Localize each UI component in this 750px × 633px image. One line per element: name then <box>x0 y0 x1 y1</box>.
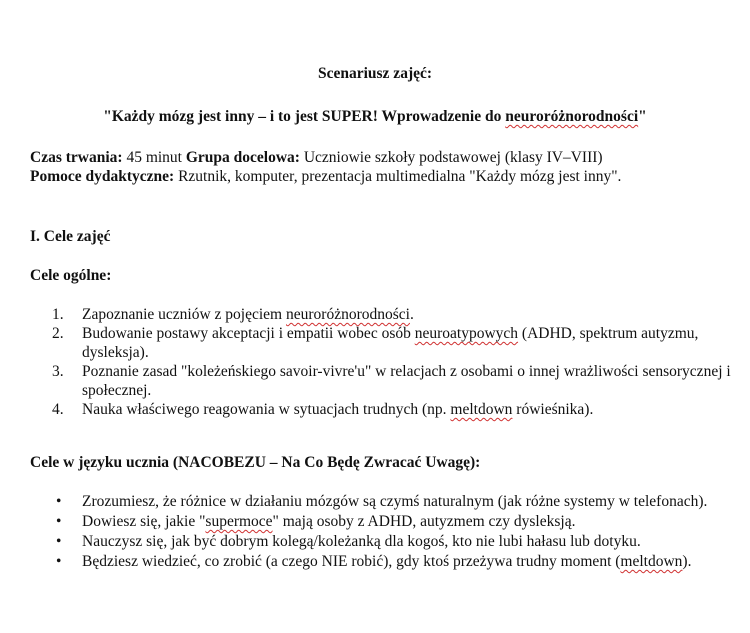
spellcheck-word: supermoce <box>205 513 273 530</box>
subtitle-spellcheck-word: neuroróżnorodności <box>505 108 639 125</box>
list-item-text: Zapoznanie uczniów z pojęciem <box>82 306 286 323</box>
subtitle-text-end: " <box>638 108 647 125</box>
group-label: Grupa docelowa: <box>185 149 300 166</box>
spellcheck-word: meltdown <box>620 553 683 570</box>
list-item <box>52 400 732 419</box>
general-goals-heading: Cele ogólne: <box>30 267 112 284</box>
list-item-number: 4. <box>52 401 64 418</box>
spellcheck-word: neuroatypowych <box>414 325 519 342</box>
list-item <box>52 362 732 400</box>
document-title: Scenariusz zajęć: <box>317 65 433 82</box>
list-item-text-end: rówieśnika). <box>512 401 594 418</box>
subtitle-text-start: "Każdy mózg jest inny – i to jest SUPER! Wprowadzenie do <box>103 108 506 125</box>
aids-label: Pomoce dydaktyczne: <box>30 168 175 185</box>
group-value: Uczniowie szkoły podstawowej (klasy IV–VIII) <box>299 149 603 166</box>
list-item-number: 1. <box>52 306 64 323</box>
bullet-icon: • <box>56 493 62 510</box>
list-item-text: Zrozumiesz, że różnice w działaniu mózgów są czymś naturalnym (jak różne systemy w telefonach). <box>82 493 708 510</box>
list-item-number: 3. <box>52 363 64 380</box>
list-item <box>52 512 732 531</box>
bullet-icon: • <box>56 553 62 570</box>
spellcheck-word: neuroróżnorodności <box>286 306 410 323</box>
list-item-number: 2. <box>52 325 64 342</box>
list-item-text: Nauka właściwego reagowania w sytuacjach trudnych (np. <box>82 401 451 418</box>
list-item <box>52 532 732 551</box>
list-item <box>52 552 732 571</box>
list-item-text-end: (ADHD, spektrum autyzmu, dysleksja). <box>82 325 699 361</box>
list-item-text-end: ). <box>682 553 692 570</box>
list-item-text: Nauczysz się, jak być dobrym kolegą/koleżanką dla kogoś, kto nie lubi hałasu lub dotyku. <box>82 533 641 550</box>
list-item-text: Budowanie postawy akceptacji i empatii wobec osób <box>82 325 415 342</box>
aids-value: Rzutnik, komputer, prezentacja multimedialna "Każdy mózg jest inny". <box>174 168 622 185</box>
student-goals-heading: Cele w języku ucznia (NACOBEZU – Na Co Będę Zwracać Uwagę): <box>30 454 481 471</box>
lesson-metadata <box>30 148 720 186</box>
list-item <box>52 305 732 324</box>
duration-label: Czas trwania: <box>30 149 123 166</box>
student-goals-list <box>52 492 732 572</box>
list-item-text-end: . <box>409 306 414 323</box>
bullet-icon: • <box>56 513 62 530</box>
list-item-text: Będziesz wiedzieć, co zrobić (a czego NIE robić), gdy ktoś przeżywa trudny moment ( <box>82 553 621 570</box>
general-goals-list <box>52 305 732 419</box>
duration-value: 45 minut <box>122 149 186 166</box>
list-item-text: Dowiesz się, jakie " <box>82 513 206 530</box>
document-subtitle <box>0 107 750 126</box>
section-heading-goals: I. Cele zajęć <box>30 228 111 245</box>
list-item-text: Poznanie zasad "koleżeńskiego savoir-vivre'u" w relacjach z osobami o innej wrażliwości sensorycznej i społecznej. <box>82 363 731 399</box>
list-item-text-end: " mają osoby z ADHD, autyzmem czy dysleksją. <box>272 513 576 530</box>
spellcheck-word: meltdown <box>450 401 513 418</box>
list-item <box>52 324 732 362</box>
list-item <box>52 492 732 511</box>
bullet-icon: • <box>56 533 62 550</box>
